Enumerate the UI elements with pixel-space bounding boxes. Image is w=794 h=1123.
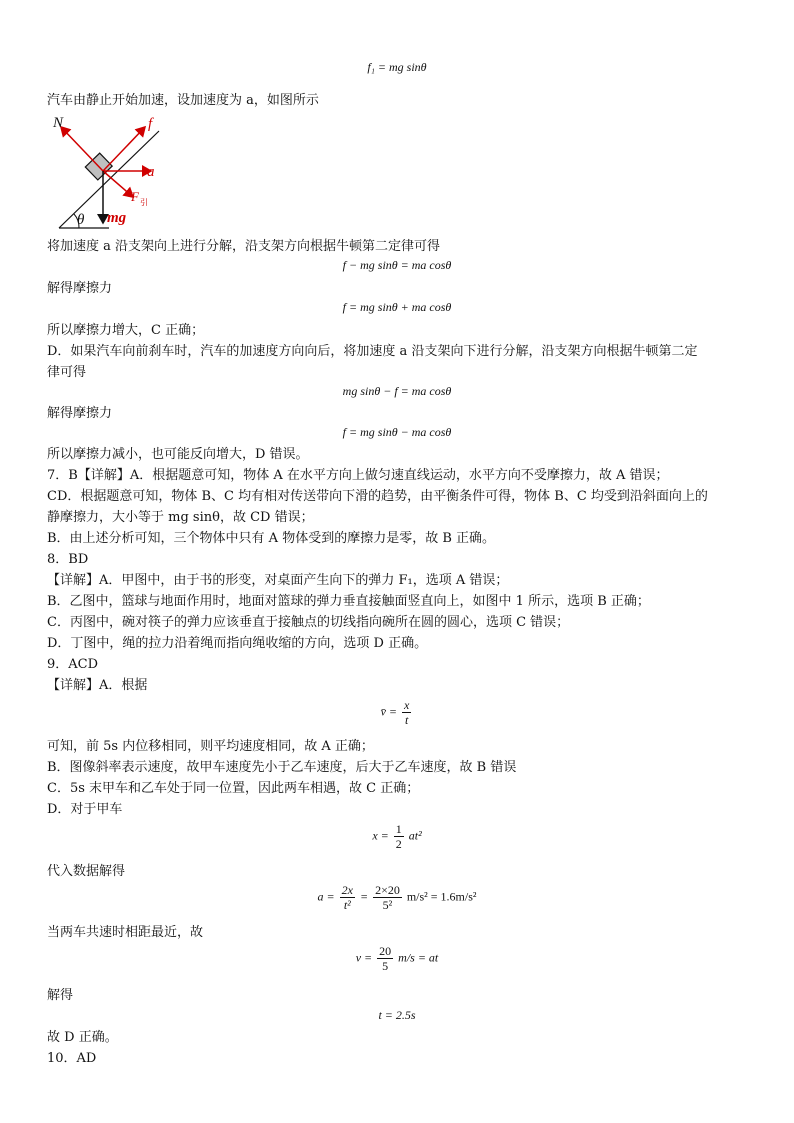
paragraph: 静摩擦力，大小等于 mg sinθ，故 CD 错误；: [47, 510, 314, 525]
equation: f = mg sinθ − ma cosθ: [342, 425, 452, 439]
label-F: F: [131, 189, 139, 204]
equation-f1: f₁ = mg sinθ: [367, 60, 427, 74]
label-F-sub: 引: [140, 198, 148, 207]
traction-force-arrow: [103, 171, 133, 197]
paragraph: D．对于甲车: [47, 802, 123, 817]
answer-10: 10．AD: [47, 1051, 97, 1066]
answer-7: 7．B【详解】A．根据题意可知，物体 A 在水平方向上做匀速直线运动，水平方向不受摩擦力，故 A 错误；: [47, 468, 669, 483]
paragraph: 律可得: [47, 365, 87, 380]
label-theta: θ: [77, 212, 85, 228]
equation: f = mg sinθ + ma cosθ: [342, 300, 452, 314]
paragraph: 汽车由静止开始加速，设加速度为 a，如图所示: [47, 93, 319, 108]
normal-force-arrow: [61, 127, 103, 171]
label-mg: mg: [107, 210, 127, 226]
equation-average-velocity: v̄ = $\frac{x}{t}$: [380, 698, 410, 727]
force-diagram: [47, 113, 172, 233]
paragraph: 解得: [47, 988, 74, 1003]
paragraph: B．图像斜率表示速度，故甲车速度先小于乙车速度，后大于乙车速度，故 B 错误: [47, 760, 517, 775]
equation-time: t = 2.5s: [378, 1008, 416, 1022]
paragraph: D．丁图中，绳的拉力沿着绳而指向绳收缩的方向，选项 D 正确。: [47, 636, 428, 651]
paragraph: 可知，前 5s 内位移相同，则平均速度相同，故 A 正确；: [47, 739, 374, 754]
paragraph: B．乙图中，篮球与地面作用时，地面对篮球的弹力垂直接触面竖直向上，如图中 1 所示，选项 B 正确；: [47, 594, 650, 609]
paragraph: D．如果汽车向前刹车时，汽车的加速度方向向后，将加速度 a 沿支架向下进行分解，沿支架方向根据牛顿第二定: [47, 344, 698, 359]
paragraph: 所以摩擦力减小，也可能反向增大，D 错误。: [47, 447, 309, 462]
paragraph: 故 D 正确。: [47, 1030, 118, 1045]
answer-9: 9．ACD: [47, 657, 99, 672]
answer-8: 8．BD: [47, 552, 89, 567]
label-a: a: [147, 164, 155, 180]
equation: mg sinθ − f = ma cosθ: [342, 384, 452, 398]
equation: f − mg sinθ = ma cosθ: [342, 258, 452, 272]
equation-displacement: x = $\frac{1}{2}$ at²: [372, 822, 422, 851]
paragraph: C．丙图中，碗对筷子的弹力应该垂直于接触点的切线指向碗所在圆的圆心，选项 C 错误；: [47, 615, 570, 630]
paragraph: 【详解】A．甲图中，由于书的形变，对桌面产生向下的弹力 F₁，选项 A 错误；: [47, 573, 509, 588]
paragraph: 所以摩擦力增大，C 正确；: [47, 323, 205, 338]
paragraph: 将加速度 a 沿支架向上进行分解，沿支架方向根据牛顿第二定律可得: [47, 239, 441, 254]
paragraph: 解得摩擦力: [47, 406, 113, 421]
paragraph: B．由上述分析可知，三个物体中只有 A 物体受到的摩擦力是零，故 B 正确。: [47, 531, 496, 546]
equation-velocity: v = $\frac{20}{5}$ m/s = at: [355, 944, 439, 973]
paragraph: 【详解】A．根据: [47, 678, 148, 693]
label-N: N: [53, 115, 64, 131]
paragraph: C．5s 末甲车和乙车处于同一位置，因此两车相遇，故 C 正确；: [47, 781, 420, 796]
equation-acceleration: a = $\frac{2x}{\text{t²}}$ = $\frac{2\times 20}{\text{5²}}$ m/s² = 1.6m/s²: [317, 883, 477, 912]
paragraph: 当两车共速时相距最近，故: [47, 925, 204, 940]
label-f: f: [148, 116, 153, 132]
paragraph: 代入数据解得: [47, 864, 126, 879]
paragraph: CD．根据题意可知，物体 B、C 均有相对传送带向下滑的趋势，由平衡条件可得，物体 B、C 均受到沿斜面向上的: [47, 489, 708, 504]
paragraph: 解得摩擦力: [47, 281, 113, 296]
